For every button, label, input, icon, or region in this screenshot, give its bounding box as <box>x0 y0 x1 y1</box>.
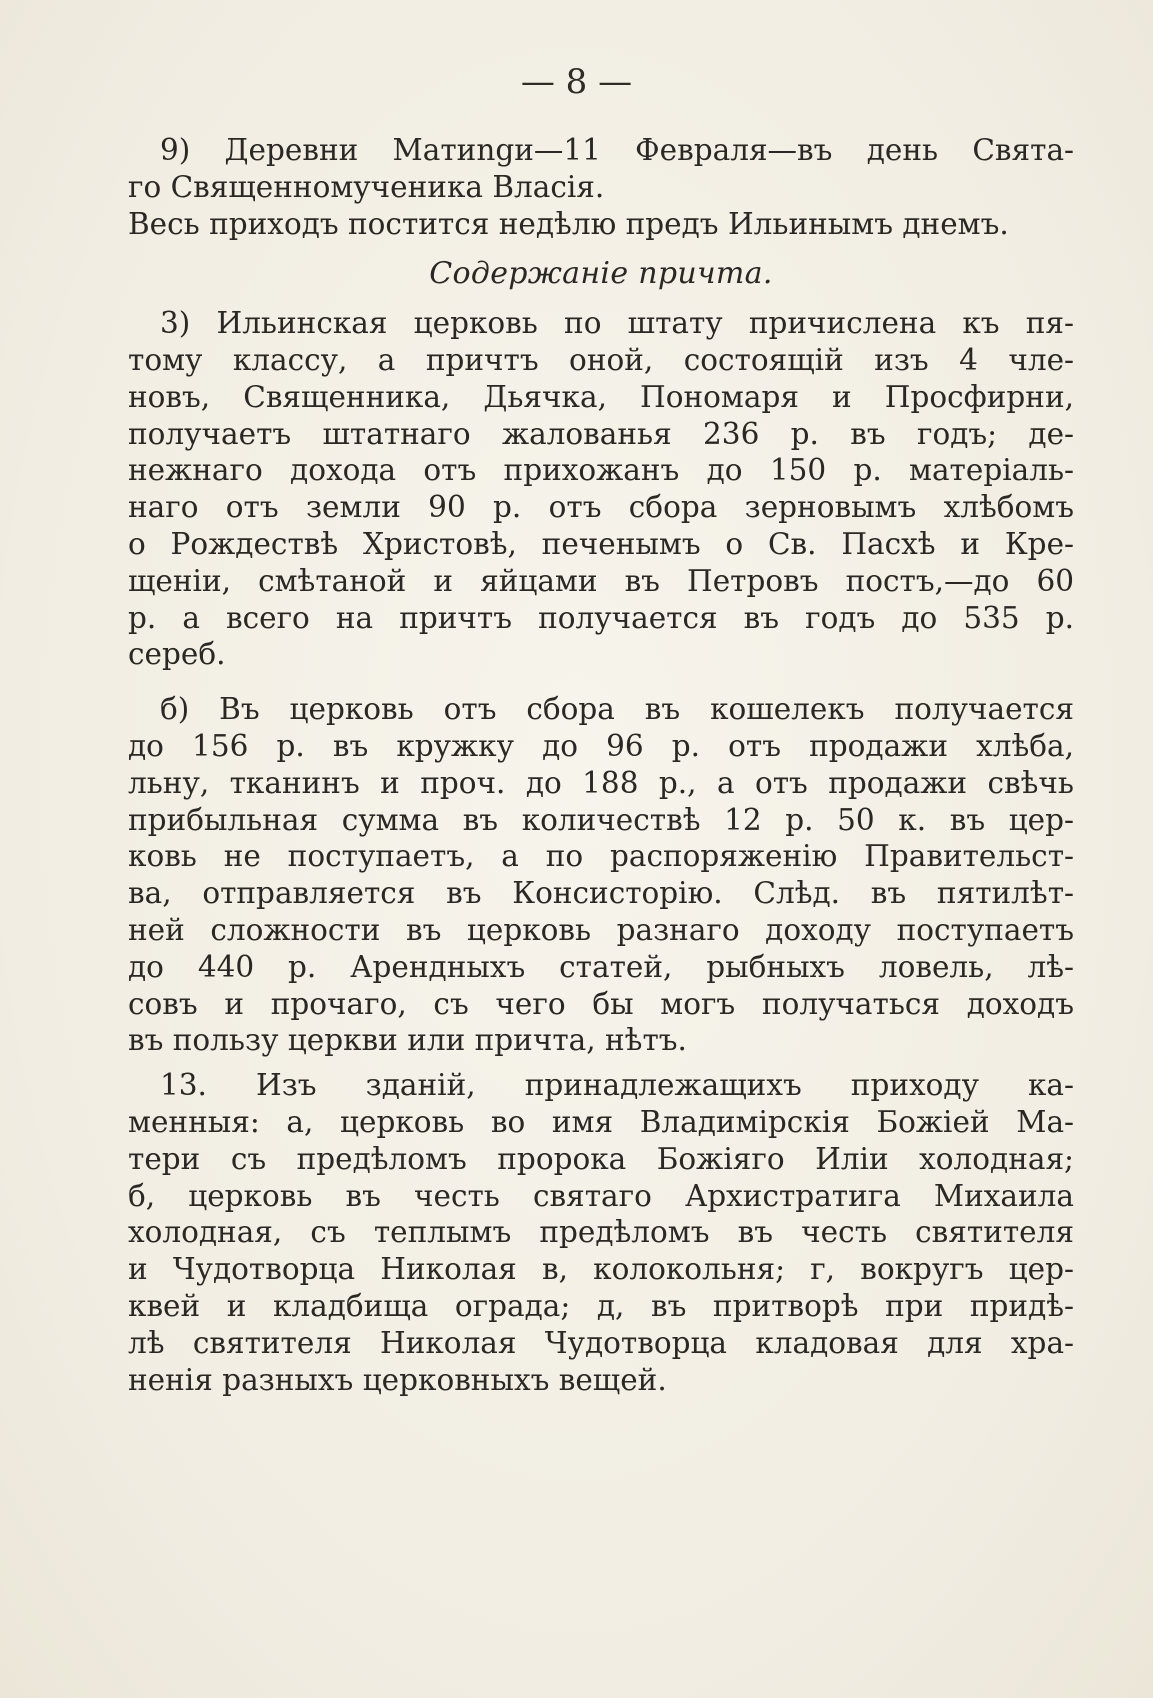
text-line: наго отъ земли 90 р. отъ сбора зерновымъ хлѣбомъ <box>128 490 1074 525</box>
paragraph-4 <box>128 691 1074 1059</box>
page-body <box>128 132 1074 1398</box>
text-line: лѣ святителя Николая Чудотворца кладовая для хра- <box>128 1325 1074 1360</box>
text-line: ва, отправляется въ Консисторію. Слѣд. въ пятилѣт- <box>128 876 1074 911</box>
text-line: до 156 р. въ кружку до 96 р. отъ продажи хлѣба, <box>128 728 1074 763</box>
text-line: въ пользу церкви или причта, нѣтъ. <box>128 1023 687 1058</box>
text-line: ненія разныхъ церковныхъ вещей. <box>128 1362 667 1397</box>
text-line: р. а всего на причтъ получается въ годъ до 535 р. <box>128 600 1074 635</box>
text-line: льну, тканинъ и проч. до 188 р., а отъ продажи свѣчь <box>128 765 1074 800</box>
paragraph-3 <box>128 305 1074 673</box>
text-line: щеніи, смѣтаной и яйцами въ Петровъ постъ,—до 60 <box>128 563 1074 598</box>
section-heading: Содержаніе причта. <box>429 256 773 292</box>
text-line: сереб. <box>128 637 226 672</box>
text-line: го Священномученика Власія. <box>128 169 605 204</box>
text-line: тери съ предѣломъ пророка Божіяго Иліи холодная; <box>128 1141 1074 1176</box>
text-line: менныя: а, церковь во имя Владимірскія Божіей Ма- <box>128 1104 1074 1139</box>
text-line: и Чудотворца Николая в, колокольня; г, вокругъ цер- <box>128 1252 1074 1287</box>
text-line: 9) Деревни Матиngи—11 Февраля—въ день Свята- <box>160 133 1074 167</box>
paragraph-1 <box>128 132 1074 206</box>
text-line: 13. Изъ зданій, принадлежащихъ приходу ка- <box>160 1068 1074 1103</box>
text-line: тому классу, а причтъ оной, состоящій изъ 4 чле- <box>128 342 1074 377</box>
text-line: о Рождествѣ Христовѣ, печенымъ о Св. Пасхѣ и Кре- <box>128 526 1074 561</box>
text-line: новъ, Священника, Дьячка, Пономаря и Просфирни, <box>128 379 1074 414</box>
text-line: совъ и прочаго, съ чего бы могъ получаться доходъ <box>128 986 1074 1021</box>
text-line: ней сложности въ церковь разнаго доходу поступаетъ <box>128 912 1074 947</box>
text-line: до 440 р. Арендныхъ статей, рыбныхъ ловель, лѣ- <box>128 949 1074 984</box>
text-line: холодная, съ теплымъ предѣломъ въ честь святителя <box>128 1215 1074 1250</box>
text-line: 3) Ильинская церковь по штату причислена къ пя- <box>160 306 1074 341</box>
page-number: — 8 — <box>520 62 633 102</box>
text-line: нежнаго дохода отъ прихожанъ до 150 р. матеріаль- <box>128 453 1074 488</box>
text-line: прибыльная сумма въ количествѣ 12 р. 50 к. въ цер- <box>128 802 1074 837</box>
text-line: ковь не поступаетъ, а по распоряженію Правительст- <box>128 839 1074 874</box>
text-line: б) Въ церковь отъ сбора въ кошелекъ получается <box>160 692 1074 727</box>
text-line: б, церковь въ честь святаго Архистратига Михаила <box>128 1178 1074 1213</box>
text-line: квей и кладбища ограда; д, въ притворѣ при придѣ- <box>128 1288 1074 1323</box>
paragraph-5 <box>128 1067 1074 1398</box>
text-line: Весь приходъ постится недѣлю предъ Ильинымъ днемъ. <box>128 206 1009 241</box>
text-line: получаетъ штатнаго жалованья 236 р. въ годъ; де- <box>128 416 1074 451</box>
paragraph-2 <box>128 206 1074 243</box>
